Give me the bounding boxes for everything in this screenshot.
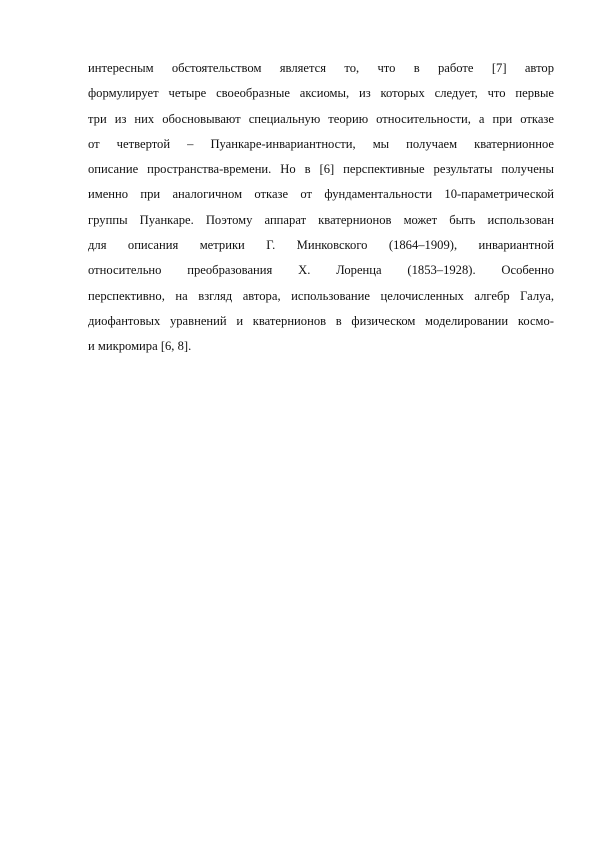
text-line-2: формулирует четыре своеобразные аксиомы, из которых следует, что первые <box>88 86 554 101</box>
text-line-9: относительно преобразования Х. Лоренца (1853–1928). Особенно <box>88 263 554 278</box>
text-line-6: именно при аналогичном отказе от фундаментальности 10-параметрической <box>88 187 554 202</box>
text-line-1: интересным обстоятельством является то, что в работе [7] автор <box>88 61 554 75</box>
text-line-5: описание пространства-времени. Но в [6] перспективные результаты получены <box>88 162 554 177</box>
paragraph <box>88 56 554 360</box>
text-line-8: для описания метрики Г. Минковского (1864–1909), инвариантной <box>88 238 554 253</box>
text-line-3: три из них обосновывают специальную теорию относительности, а при отказе <box>88 111 554 126</box>
text-line-4: от четвертой – Пуанкаре-инвариантности, мы получаем кватернионное <box>88 136 554 151</box>
text-line-10: перспективно, на взгляд автора, использование целочисленных алгебр Галуа, <box>88 288 554 303</box>
text-line-11: диофантовых уравнений и кватернионов в физическом моделировании космо- <box>88 313 554 328</box>
text-line-12: и микромира [6, 8]. <box>88 339 192 354</box>
text-line-7: группы Пуанкаре. Поэтому аппарат кватернионов может быть использован <box>88 212 554 227</box>
